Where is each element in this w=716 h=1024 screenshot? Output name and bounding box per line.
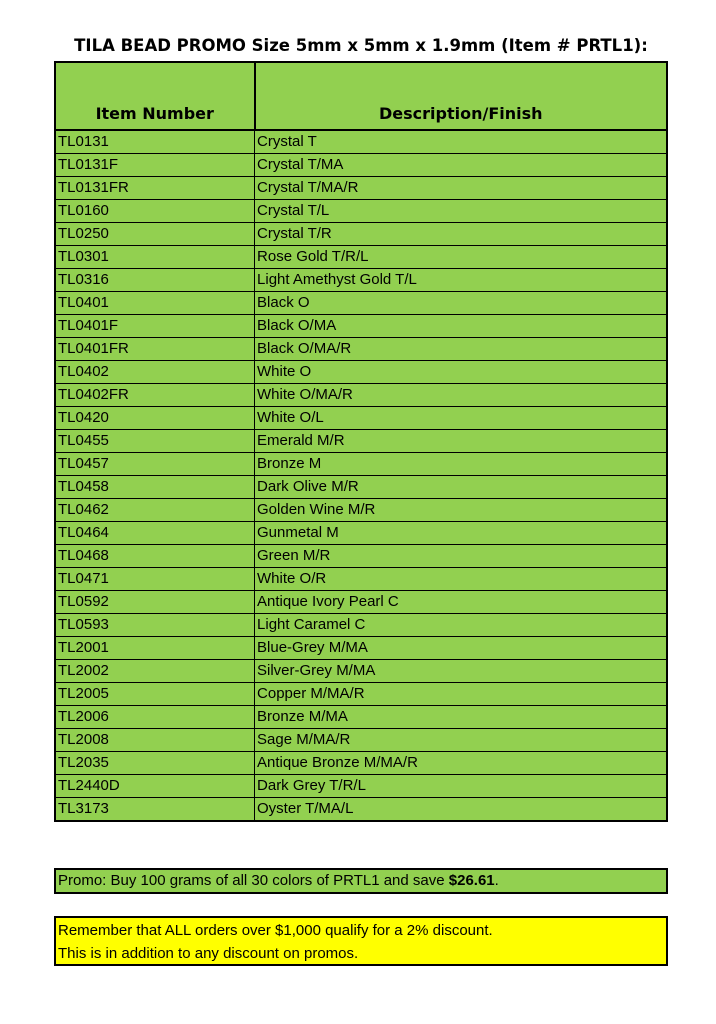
description-cell: White O [255,361,667,384]
description-cell: Crystal T/MA/R [255,177,667,200]
item-number-cell: TL2008 [55,729,255,752]
item-number-cell: TL0402FR [55,384,255,407]
table-row [55,706,667,729]
description-cell: White O/L [255,407,667,430]
table-header-row [55,62,667,130]
description-cell: Gunmetal M [255,522,667,545]
description-cell: Crystal T/L [255,200,667,223]
description-cell: Sage M/MA/R [255,729,667,752]
item-number-cell: TL0455 [55,430,255,453]
item-number-cell: TL0462 [55,499,255,522]
item-number-cell: TL0593 [55,614,255,637]
item-number-cell: TL0592 [55,591,255,614]
description-cell: Golden Wine M/R [255,499,667,522]
table-row [55,637,667,660]
table-row [55,591,667,614]
table-row [55,223,667,246]
description-cell: Crystal T/MA [255,154,667,177]
item-number-cell: TL2002 [55,660,255,683]
description-cell: Light Amethyst Gold T/L [255,269,667,292]
item-number-cell: TL2001 [55,637,255,660]
table-row [55,453,667,476]
description-cell: White O/MA/R [255,384,667,407]
table-row [55,292,667,315]
discount-notice [54,916,668,966]
table-row [55,614,667,637]
description-cell: Silver-Grey M/MA [255,660,667,683]
column-header-item-number: Item Number [55,62,255,130]
table-row [55,660,667,683]
table-row [55,177,667,200]
item-number-cell: TL0401F [55,315,255,338]
description-cell: Copper M/MA/R [255,683,667,706]
table-row [55,752,667,775]
notice-line-2: This is in addition to any discount on promos. [58,945,359,962]
description-cell: Antique Ivory Pearl C [255,591,667,614]
description-cell: Black O [255,292,667,315]
description-cell: Dark Olive M/R [255,476,667,499]
table-row [55,407,667,430]
item-number-cell: TL0401 [55,292,255,315]
item-number-cell: TL0402 [55,361,255,384]
table-row [55,568,667,591]
table-row [55,338,667,361]
table-row [55,246,667,269]
notice-line-1: Remember that ALL orders over $1,000 qualify for a 2% discount. [58,922,493,939]
promo-amount: $26.61 [448,872,495,889]
item-number-cell: TL0131FR [55,177,255,200]
promo-text: Promo: Buy 100 grams of all 30 colors of PRTL1 and save [58,872,449,889]
item-number-cell: TL2440D [55,775,255,798]
item-number-cell: TL0401FR [55,338,255,361]
item-number-cell: TL0471 [55,568,255,591]
table-row [55,430,667,453]
table-row [55,798,667,822]
description-cell: Rose Gold T/R/L [255,246,667,269]
table-row [55,683,667,706]
table-row [55,315,667,338]
item-number-cell: TL0131F [55,154,255,177]
description-cell: Crystal T/R [255,223,667,246]
table-row [55,522,667,545]
description-cell: Crystal T [255,130,667,154]
description-cell: Dark Grey T/R/L [255,775,667,798]
description-cell: Black O/MA [255,315,667,338]
description-cell: White O/R [255,568,667,591]
item-number-cell: TL0301 [55,246,255,269]
description-cell: Bronze M [255,453,667,476]
description-cell: Green M/R [255,545,667,568]
item-number-cell: TL0131 [55,130,255,154]
table-row [55,154,667,177]
item-number-cell: TL0420 [55,407,255,430]
item-number-cell: TL0457 [55,453,255,476]
table-row [55,130,667,154]
table-body [55,130,667,821]
table-row [55,729,667,752]
item-number-cell: TL0316 [55,269,255,292]
promo-box [54,868,668,894]
table-row [55,775,667,798]
description-cell: Blue-Grey M/MA [255,637,667,660]
promo-end: . [494,872,499,889]
description-cell: Oyster T/MA/L [255,798,667,822]
item-number-cell: TL0160 [55,200,255,223]
table-row [55,499,667,522]
table-row [55,476,667,499]
item-number-cell: TL0458 [55,476,255,499]
description-cell: Bronze M/MA [255,706,667,729]
description-cell: Light Caramel C [255,614,667,637]
item-number-cell: TL2006 [55,706,255,729]
description-cell: Emerald M/R [255,430,667,453]
product-table [54,61,668,822]
column-header-description: Description/Finish [255,62,667,130]
table-row [55,545,667,568]
description-cell: Black O/MA/R [255,338,667,361]
table-row [55,384,667,407]
item-number-cell: TL2005 [55,683,255,706]
table-row [55,361,667,384]
item-number-cell: TL0250 [55,223,255,246]
page-title: TILA BEAD PROMO Size 5mm x 5mm x 1.9mm (Item # PRTL1): [74,36,648,55]
item-number-cell: TL0468 [55,545,255,568]
item-number-cell: TL3173 [55,798,255,822]
item-number-cell: TL2035 [55,752,255,775]
table-row [55,200,667,223]
description-cell: Antique Bronze M/MA/R [255,752,667,775]
item-number-cell: TL0464 [55,522,255,545]
table-row [55,269,667,292]
